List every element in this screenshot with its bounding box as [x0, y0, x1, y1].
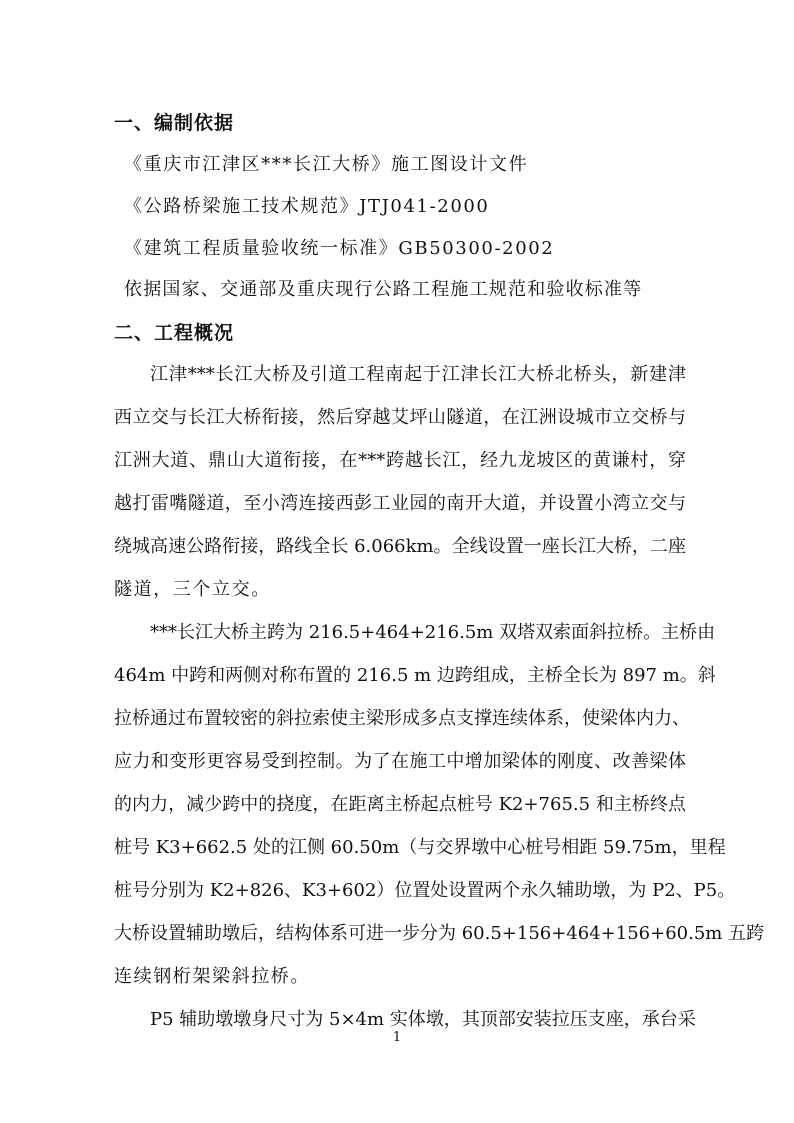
reference-quality-standard: 《建筑工程质量验收统一标准》GB50300-2002: [124, 238, 555, 259]
reference-bridge-spec: 《公路桥梁施工技术规范》JTJ041-2000: [124, 196, 490, 217]
overview-p1-line-1: 江津***长江大桥及引道工程南起于江津长江大桥北桥头，新建津: [150, 364, 686, 385]
overview-p2-line-2: 464m 中跨和两侧对称布置的 216.5 m 边跨组成，主桥全长为 897 m。斜: [114, 665, 716, 686]
overview-p2-line-4: 应力和变形更容易受到控制。为了在施工中增加梁体的刚度、改善梁体: [114, 751, 686, 772]
overview-p2-line-5: 的内力，减少跨中的挠度，在距离主桥起点桩号 K2+765.5 和主桥终点: [114, 794, 686, 815]
overview-p1-line-5: 绕城高速公路衔接，路线全长 6.066km。全线设置一座长江大桥，二座: [114, 536, 686, 557]
overview-p1-line-3: 江洲大道、鼎山大道衔接，在***跨越长江，经九龙坡区的黄谦村，穿: [114, 450, 686, 471]
overview-p1-line-6: 隧道，三个立交。: [114, 579, 271, 600]
overview-p1-line-4: 越打雷嘴隧道，至小湾连接西彭工业园的南开大道，并设置小湾立交与: [114, 493, 686, 514]
overview-p2-line-1: ***长江大桥主跨为 216.5+464+216.5m 双塔双索面斜拉桥。主桥由: [150, 622, 716, 643]
overview-p2-line-3: 拉桥通过布置较密的斜拉索使主梁形成多点支撑连续体系，使梁体内力、: [114, 708, 690, 729]
overview-p2-line-7: 桩号分别为 K2+826、K3+602）位置处设置两个永久辅助墩，为 P2、P5。: [114, 880, 736, 901]
overview-p2-line-8: 大桥设置辅助墩后，结构体系可进一步分为 60.5+156+464+156+60.5m 五跨: [114, 923, 765, 944]
section-heading-overview: 二、工程概况: [114, 322, 235, 344]
overview-p1-line-2: 西立交与长江大桥衔接，然后穿越艾坪山隧道，在江洲设城市立交桥与: [114, 407, 686, 428]
reference-design-docs: 《重庆市江津区***长江大桥》施工图设计文件: [124, 154, 529, 175]
overview-p3-line-1: P5 辅助墩墩身尺寸为 5×4m 实体墩，其顶部安装拉压支座，承台采: [150, 1009, 696, 1030]
page-number: 1: [392, 1030, 402, 1045]
reference-national-standards: 依据国家、交通部及重庆现行公路工程施工规范和验收标准等: [124, 279, 643, 300]
overview-p2-line-6: 桩号 K3+662.5 处的江侧 60.50m（与交界墩中心桩号相距 59.75m，里程: [114, 837, 726, 858]
section-heading-basis: 一、编制依据: [114, 112, 235, 134]
overview-p2-line-9: 连续钢桁架梁斜拉桥。: [114, 966, 310, 987]
